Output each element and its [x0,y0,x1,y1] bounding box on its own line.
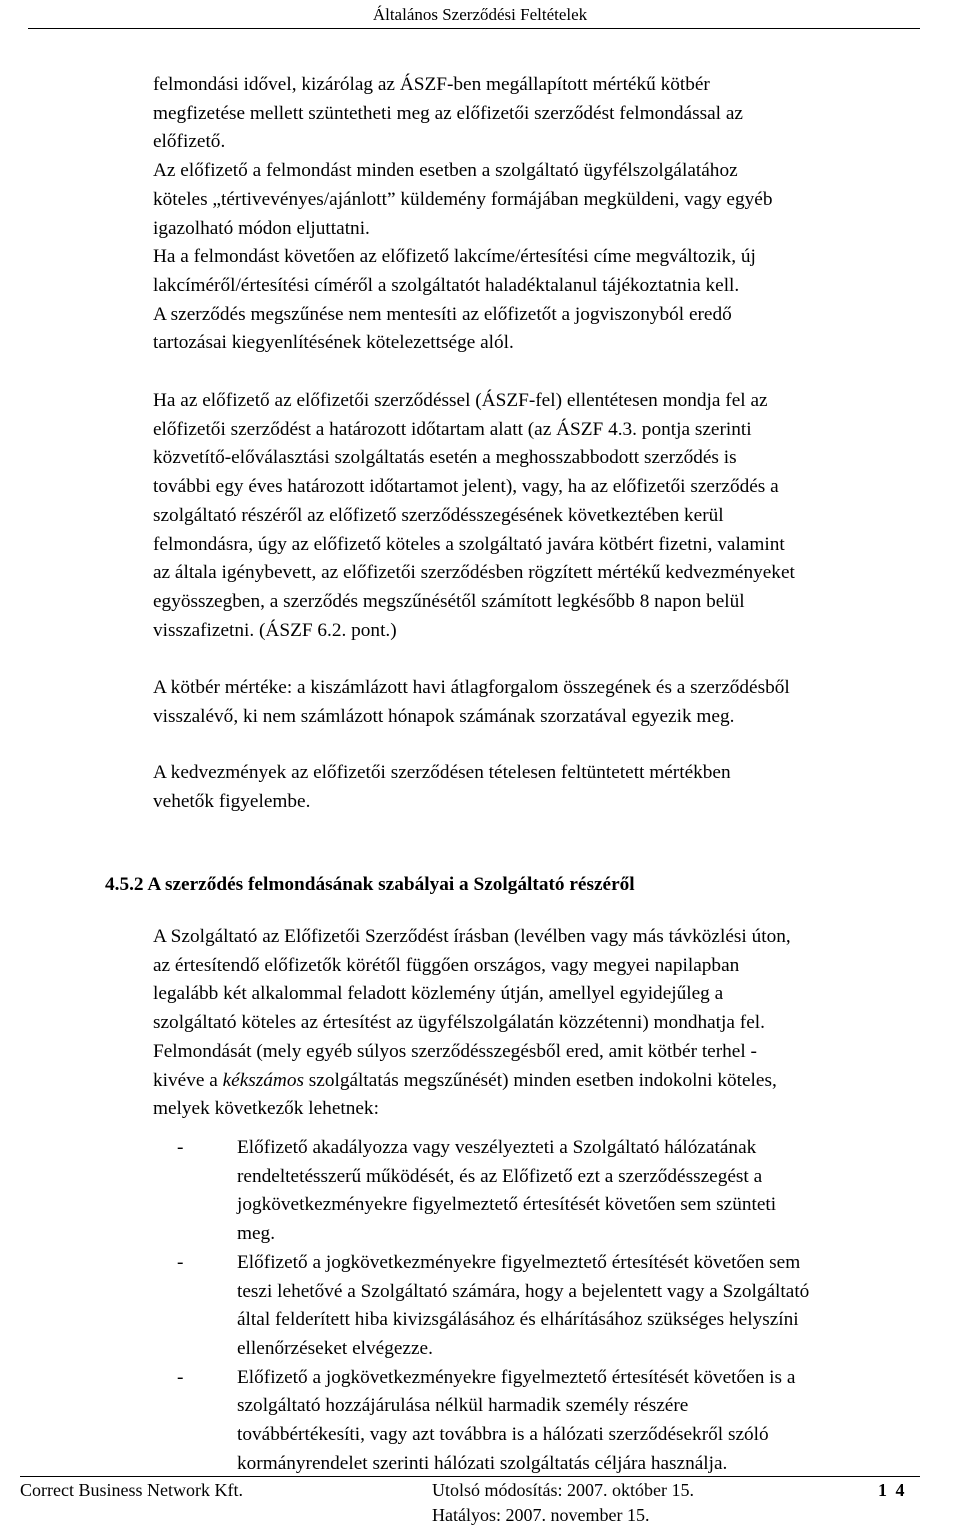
text-line: Ha a felmondást követően az előfizető lakcíme/értesítési címe megváltozik, új [153,246,756,268]
italic-term: kékszámos [222,1069,304,1091]
text-line: Előfizető a jogkövetkezményekre figyelmeztető értesítését követően is a [237,1366,796,1388]
text-line: rendeltetésszerű működését, és az Előfizető ezt a szerződésszegést a [237,1165,763,1187]
dash-bullet: - [177,1251,184,1273]
text-line: Előfizető a jogkövetkezményekre figyelmeztető értesítését követően sem [237,1251,801,1273]
text-line: előfizetői szerződést a határozott időtartam alatt (az ÁSZF 4.3. pontja szerinti [153,418,752,440]
text-line: egyösszegben, a szerződés megszűnésétől számított legkésőbb 8 napon belül [153,590,745,612]
text-line: megfizetése mellett szüntetheti meg az előfizetői szerződést felmondással az [153,102,743,124]
text-line: szolgáltató köteles az értesítést az ügyfélszolgálatán közzétenni) mondhatja fel. [153,1012,765,1034]
text-line: vehetők figyelembe. [153,790,311,812]
text-line: Ha az előfizető az előfizetői szerződéssel (ÁSZF-fel) ellentétesen mondja fel az [153,390,768,411]
footer-divider [20,1476,920,1477]
text-line: visszafizetni. (ÁSZF 6.2. pont.) [153,619,397,641]
text-line: által felderített hiba kivizsgálásához és elhárításához szükséges helyszíni [237,1309,799,1331]
text-line: Az előfizető a felmondást minden esetben a szolgáltató ügyfélszolgálatához [153,160,738,182]
text-line: köteles „tértivevényes/ajánlott” küldemény formájában megküldeni, vagy egyéb [153,188,773,210]
text-line: Felmondását (mely egyéb súlyos szerződésszegésből ered, amit kötbér terhel - [153,1040,757,1062]
dash-bullet: - [177,1137,184,1158]
text-line: szolgáltató részéről az előfizető szerződésszegésének következtében kerül [153,504,724,526]
text-line: az értesítendő előfizetők körétől függően országos, vagy megyei napilapban [153,954,740,976]
text-line: meg. [237,1223,276,1245]
text-line: továbbértékesíti, vagy azt továbbra is a hálózati szerződésekről szóló [237,1424,769,1446]
text-line: Előfizető akadályozza vagy veszélyezteti a Szolgáltató hálózatának [237,1137,757,1158]
page-header [0,0,960,34]
section-intro-paragraph [153,923,958,1124]
list-item-text [237,1134,958,1249]
paragraph-penalty-conditions [153,387,958,645]
list-item [153,1134,958,1249]
text-line [153,1067,958,1096]
text-line: A szerződés megszűnése nem mentesíti az előfizetőt a jogviszonyból eredő [153,303,732,325]
text-fragment: szolgáltatás megszűnését) minden esetben indokolni köteles, [303,1069,777,1091]
text-line: további egy éves határozott időtartamot jelent), vagy, ha az előfizetői szerződés a [153,476,779,498]
paragraph-termination-notice [153,71,958,358]
text-line: felmondásra, úgy az előfizető köteles a szolgáltató javára kötbért fizetni, valamint [153,533,785,555]
text-line: A Szolgáltató az Előfizetői Szerződést írásban (levélben vagy más távközlési úton, [153,926,791,947]
footer-effective-date: Hatályos: 2007. november 15. [432,1505,650,1525]
list-item-text [237,1249,958,1364]
header-divider [28,28,920,29]
footer-last-modified: Utolsó módosítás: 2007. október 15. [432,1480,694,1500]
paragraph-discounts [153,759,958,816]
text-line: felmondási idővel, kizárólag az ÁSZF-ben megállapított mértékű kötbér [153,74,710,95]
list-item [153,1364,958,1479]
list-item [153,1249,958,1364]
text-line: igazolható módon eljuttatni. [153,217,370,239]
dash-bullet: - [177,1366,184,1388]
section-heading: 4.5.2 A szerződés felmondásának szabályai a Szolgáltató részéről [105,874,635,895]
text-line: tartozásai kiegyenlítésének kötelezettsége alól. [153,332,514,354]
text-line: közvetítő-előválasztási szolgáltatás esetén a meghosszabbodott szerződés is [153,447,737,469]
termination-reasons-list [153,1134,958,1478]
text-line: A kedvezmények az előfizetői szerződésen tételesen feltüntetett mértékben [153,762,731,783]
text-line: ellenőrzéseket elvégezze. [237,1337,433,1359]
list-item-text [237,1364,958,1479]
text-line: A kötbér mértéke: a kiszámlázott havi átlagforgalom összegének és a szerződésből [153,677,790,698]
text-line: visszalévő, ki nem számlázott hónapok számának szorzatával egyezik meg. [153,705,735,727]
document-title: Általános Szerződési Feltételek [372,5,588,24]
text-line: az általa igénybevett, az előfizetői szerződésben rögzített mértékű kedvezményeket [153,562,795,584]
footer-company: Correct Business Network Kft. [20,1480,243,1500]
paragraph-penalty-amount [153,674,958,731]
text-line: melyek következők lehetnek: [153,1098,379,1120]
page-footer [0,1476,960,1533]
text-line: legalább két alkalommal feladott közlemény útján, amellyel egyidejűleg a [153,983,724,1005]
text-line: előfizető. [153,131,226,153]
text-line: lakcíméről/értesítési címéről a szolgáltatót haladéktalanul tájékoztatnia kell. [153,274,740,296]
text-line: teszi lehetővé a Szolgáltató számára, hogy a bejelentett vagy a Szolgáltató [237,1280,810,1302]
text-line: szolgáltató hozzájárulása nélkül harmadik személy részére [237,1395,689,1417]
text-fragment: kivéve a [153,1069,223,1091]
text-line: kormányrendelet szerinti hálózati szolgáltatás céljára használja. [237,1452,728,1474]
text-line: jogkövetkezményekre figyelmeztető értesítését követően sem szünteti [237,1194,777,1216]
page-number: 1 4 [878,1480,907,1500]
